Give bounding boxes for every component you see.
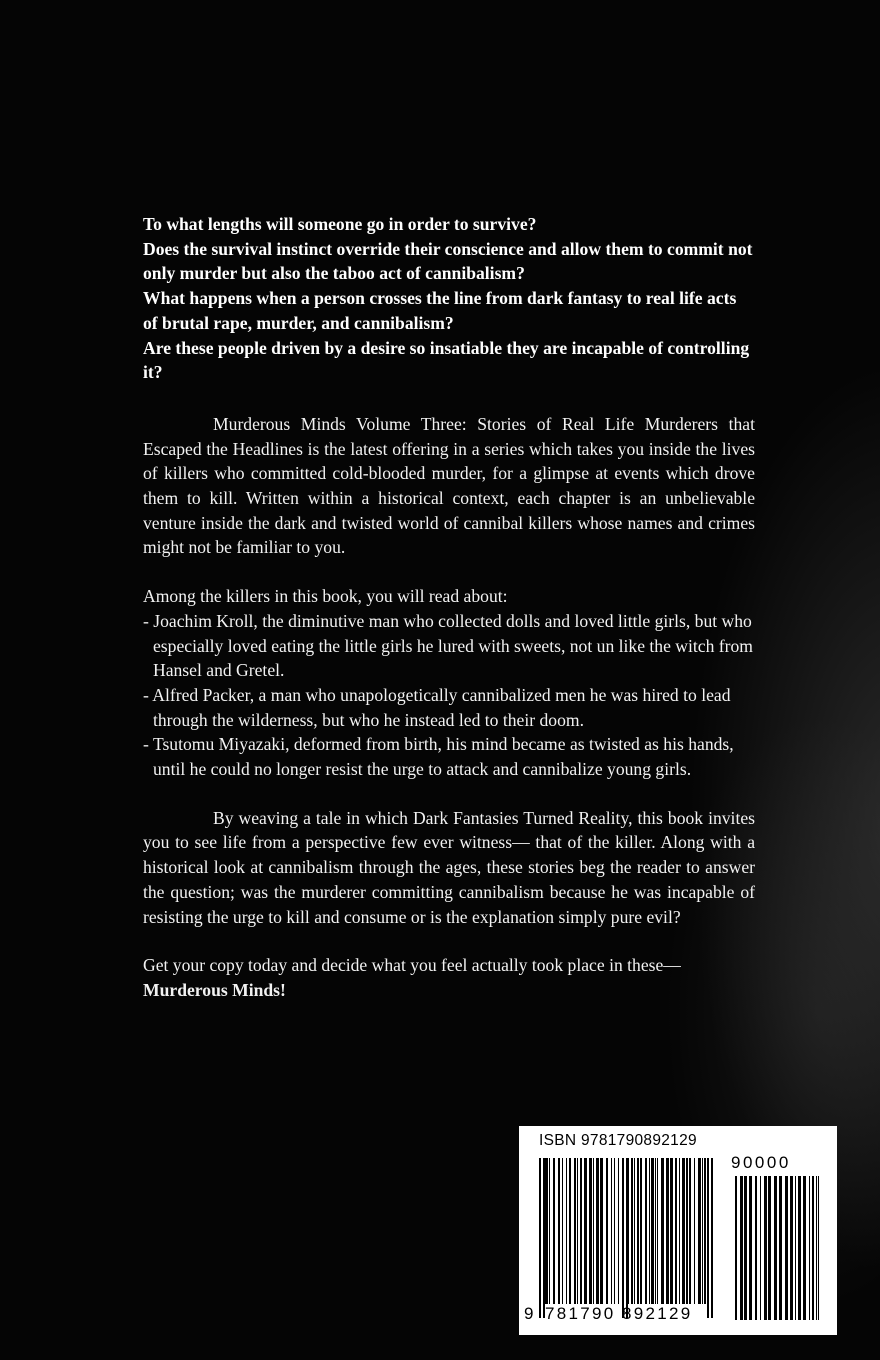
barcode-bar [651, 1158, 654, 1304]
barcode-bar [631, 1158, 633, 1304]
barcode-bar [704, 1158, 706, 1304]
description-paragraph: Murderous Minds Volume Three: Stories of Real Life Murderers that Escaped the Headlines is the latest offering in a series which takes you inside the lives of killers who committed cold-blooded murder, for a glimpse at events which drove them to kill. Written within a historical context, each chapter is an unbelievable venture inside the dark and twisted world of cannibal killers whose names and crimes might not be familiar to you. [143, 413, 755, 558]
barcode-bar [655, 1158, 656, 1304]
killer-list-intro: Among the killers in this book, you will read about: [143, 586, 508, 607]
barcode-guard-bar [707, 1158, 709, 1318]
barcode-bar [798, 1176, 801, 1320]
barcode-bar [812, 1176, 814, 1320]
question: Are these people driven by a desire so insatiable they are incapable of controlling it? [143, 337, 750, 383]
barcode-bar [606, 1158, 608, 1304]
question: Does the survival instinct override their conscience and allow them to commit not only murder but also the taboo act of cannibalism? [143, 238, 753, 284]
barcode-bar [818, 1176, 819, 1320]
barcode-bar [649, 1158, 650, 1304]
barcode-bar [584, 1158, 587, 1304]
barcode-bar [702, 1158, 703, 1304]
barcode-bar [580, 1158, 582, 1304]
price-addon-code: 90000 [731, 1153, 791, 1172]
killer-list [143, 609, 755, 782]
barcode-bar [569, 1158, 571, 1304]
barcode-bar [670, 1158, 673, 1304]
barcode-bar [749, 1176, 752, 1320]
barcode-bar [566, 1158, 567, 1304]
barcode-guard-bar [626, 1158, 628, 1318]
isbn-barcode [519, 1126, 837, 1335]
barcode-bar [816, 1176, 817, 1320]
barcode-bar [764, 1176, 767, 1320]
barcode-bar [661, 1158, 664, 1304]
barcode-bar [679, 1158, 680, 1304]
barcode-bar [694, 1158, 695, 1304]
barcode-bar [698, 1158, 701, 1304]
barcode-bar [553, 1158, 555, 1304]
isbn-label: ISBN 9781790892129 [539, 1132, 697, 1149]
barcode-right-digits: 892129 [622, 1304, 693, 1323]
barcode-bar [562, 1158, 563, 1304]
barcode-bar [614, 1158, 615, 1304]
barcode-bar [549, 1158, 550, 1304]
back-cover-text [143, 212, 755, 1003]
barcode-bar [755, 1176, 757, 1320]
barcode-bar [809, 1176, 810, 1320]
barcode-bar [577, 1158, 578, 1304]
barcode-bar [682, 1158, 685, 1304]
barcode-bar [589, 1158, 592, 1304]
question: What happens when a person crosses the line from dark fantasy to real life acts of brutal rape, murder, and cannibalism? [143, 288, 737, 333]
barcode-bar [645, 1158, 647, 1304]
perspective-paragraph: By weaving a tale in which Dark Fantasies Turned Reality, this book invites you to see life from a perspective few ever witness— that of the killer. Along with a historical look at cannibalism through the ages, these stories beg the reader to answer the question; was the murderer committing cannibalism because he was incapable of resisting the urge to kill and consume or is the explanation simply pure evil? [143, 807, 755, 927]
barcode-bar [593, 1158, 594, 1304]
barcode-bar [618, 1158, 619, 1304]
barcode-bar [596, 1158, 599, 1304]
barcode-bar [611, 1158, 612, 1304]
barcode-bar [779, 1176, 782, 1320]
barcode-bar [666, 1158, 669, 1304]
list-item: - Joachim Kroll, the diminutive man who collected dolls and loved little girls, but who especially loved eating the little girls he lured with sweets, not un like the witch from Hansel and Gretel. [143, 610, 753, 681]
list-item: - Tsutomu Miyazaki, deformed from birth, his mind became as twisted as his hands, until he could no longer resist the urge to attack and cannibalize young girls. [143, 734, 734, 780]
barcode-bar [686, 1158, 688, 1304]
barcode-bar [574, 1158, 576, 1304]
barcode-bar [795, 1176, 796, 1320]
barcode-bar [675, 1158, 677, 1304]
barcode-left-digits: 781790 [545, 1304, 616, 1323]
barcode-guard-bar [539, 1158, 541, 1318]
barcode-bar [657, 1158, 658, 1304]
barcode-bar [740, 1176, 743, 1320]
series-title: Murderous Minds! [143, 979, 286, 1000]
barcode-guard-bar [711, 1158, 713, 1318]
barcode-bar [634, 1158, 635, 1304]
teaser-questions [143, 212, 755, 385]
barcode-bar [637, 1158, 639, 1304]
barcode-bar [545, 1158, 548, 1304]
barcode-guard-bar [543, 1158, 545, 1318]
barcode-bar [640, 1158, 642, 1304]
barcode-bar [600, 1158, 603, 1304]
barcode-bar [558, 1158, 560, 1304]
barcode-guard-bar [622, 1158, 624, 1318]
barcode-bar [790, 1176, 793, 1320]
list-item: - Alfred Packer, a man who unapologetically cannibalized men he was hired to lead through the wilderness, but who he instead led to their doom. [143, 684, 731, 730]
barcode-first-digit: 9 [524, 1304, 534, 1323]
question: To what lengths will someone go in order to survive? [143, 214, 537, 234]
barcode-bar [803, 1176, 806, 1320]
closing-call-to-action [143, 953, 755, 1002]
barcode-bar [744, 1176, 747, 1320]
barcode-bar [689, 1158, 691, 1304]
barcode-bar [768, 1176, 771, 1320]
barcode-bar [774, 1176, 777, 1320]
barcode-bar [735, 1176, 737, 1320]
closing-text: Get your copy today and decide what you feel actually took place in these— [143, 955, 681, 976]
barcode-bar [760, 1176, 761, 1320]
barcode-bar [785, 1176, 788, 1320]
